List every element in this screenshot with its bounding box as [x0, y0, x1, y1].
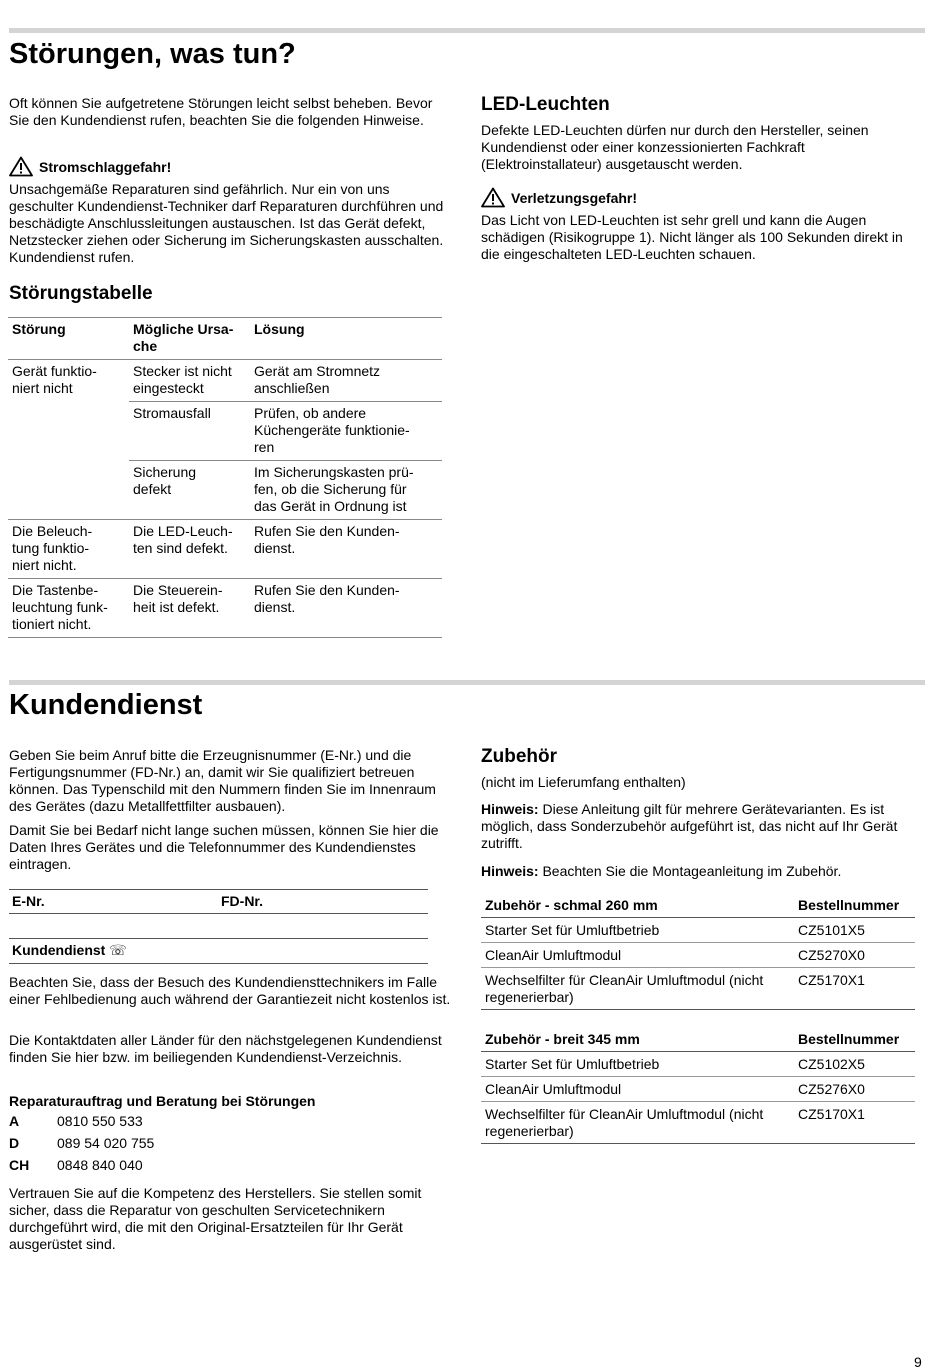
solution-cell: Rufen Sie den Kunden- dienst. — [250, 579, 442, 638]
service-text-2: Damit Sie bei Bedarf nicht lange suchen müssen, können Sie hier die Daten Ihres Gerätes und die Telefonnummer des Kundendienstes eintragen. — [9, 822, 439, 872]
table-header-row — [481, 1027, 915, 1052]
order-number-cell: CZ5101X5 — [794, 918, 915, 943]
repair-title: Reparaturauftrag und Beratung bei Störungen — [9, 1093, 316, 1109]
phone-row — [9, 1135, 154, 1152]
note-2 — [481, 863, 921, 880]
form-line — [9, 889, 428, 890]
solution-cell: Rufen Sie den Kunden- dienst. — [250, 520, 442, 579]
table-row — [481, 1052, 915, 1077]
solution-cell: Prüfen, ob andere Küchengeräte funktionie- ren — [250, 402, 442, 461]
note-text: Diese Anleitung gilt für mehrere Gerätevarianten. Es ist möglich, dass Sonderzubehör aufgeführt ist, das nicht auf Ihr Gerät zutrifft. — [481, 801, 898, 851]
table-header-row — [8, 318, 442, 360]
fault-cell: Die Beleuch- tung funktio- niert nicht. — [8, 520, 129, 579]
page-number: 9 — [914, 1354, 922, 1370]
service-text-5: Vertrauen Sie auf die Kompetenz des Herstellers. Sie stellen somit sicher, dass die Reparatur von geschulten Servicetechnikern durchgeführt wird, die mit den Original-Ersatzteilen für Ihr Gerät ausgerüstet sind. — [9, 1185, 422, 1252]
phone-icon: ☏ — [109, 942, 127, 958]
order-number-cell: CZ5102X5 — [794, 1052, 915, 1077]
fdnr-label: FD-Nr. — [221, 893, 263, 909]
accessories-subtitle: (nicht im Lieferumfang enthalten) — [481, 774, 686, 790]
intro-text: Oft können Sie aufgetretene Störungen leicht selbst beheben. Bevor Sie den Kundendienst rufen, beachten Sie die folgenden Hinweise. — [9, 95, 433, 128]
form-line — [9, 938, 428, 939]
header-accessory: Zubehör - schmal 260 mm — [481, 893, 794, 918]
table-row — [481, 918, 915, 943]
warning-text: Das Licht von LED-Leuchten ist sehr grell und kann die Augen schädigen (Risikogruppe 1). Nicht länger als 100 Sekunden direkt in die eingeschalteten LED-Leuchten schauen. — [481, 212, 903, 262]
kundendienst-text: Kundendienst — [12, 942, 106, 958]
phone-row — [9, 1113, 143, 1130]
cause-cell: Die Steuerein- heit ist defekt. — [129, 579, 250, 638]
accessory-cell: Wechselfilter für CleanAir Umluftmodul (nicht regenerierbar) — [481, 1102, 794, 1144]
header-order-number: Bestellnummer — [794, 1027, 915, 1052]
accessory-cell: CleanAir Umluftmodul — [481, 943, 794, 968]
cause-cell: Sicherung defekt — [129, 461, 250, 520]
table-header-row — [481, 893, 915, 918]
country-code: CH — [9, 1157, 30, 1173]
table-row — [481, 1102, 915, 1144]
accessories-table-narrow — [481, 893, 915, 1010]
form-line — [9, 963, 428, 964]
accessories-title: Zubehör — [481, 746, 557, 767]
note-label: Hinweis: — [481, 801, 539, 817]
note-text: Beachten Sie die Montageanleitung im Zubehör. — [542, 863, 842, 879]
kundendienst-label — [12, 942, 127, 959]
enr-label: E-Nr. — [12, 893, 45, 909]
accessory-cell: Wechselfilter für CleanAir Umluftmodul (nicht regenerierbar) — [481, 968, 794, 1010]
table-row — [8, 520, 442, 579]
phone-row — [9, 1157, 143, 1174]
country-code: A — [9, 1113, 20, 1129]
led-text: Defekte LED-Leuchten dürfen nur durch den Hersteller, seinen Kundendienst oder einer konzessionierten Fachkraft (Elektroinstallateur) ausgetauscht werden. — [481, 122, 869, 172]
header-accessory: Zubehör - breit 345 mm — [481, 1027, 794, 1052]
service-text-1: Geben Sie beim Anruf bitte die Erzeugnisnummer (E-Nr.) und die Fertigungsnummer (FD-Nr.) an, damit wir Sie qualifiziert betreuen können. Das Typenschild mit den Nummern finden Sie im Innenraum des Gerätes (dazu Metallfettfilter ausbauen). — [9, 747, 436, 814]
table-row — [8, 360, 442, 402]
page-title: Störungen, was tun? — [9, 38, 296, 70]
table-row — [481, 968, 915, 1010]
table-row — [8, 579, 442, 638]
country-code: D — [9, 1135, 20, 1151]
order-number-cell: CZ5270X0 — [794, 943, 915, 968]
form-line — [9, 913, 428, 914]
fault-cell: Die Tastenbe- leuchtung funk- tioniert nicht. — [8, 579, 129, 638]
phone-number: 0810 550 533 — [57, 1113, 143, 1129]
order-number-cell: CZ5170X1 — [794, 968, 915, 1010]
accessory-cell: Starter Set für Umluftbetrieb — [481, 918, 794, 943]
note-label: Hinweis: — [481, 863, 539, 879]
accessories-table-wide — [481, 1027, 915, 1144]
header-fault: Störung — [8, 318, 129, 360]
accessory-cell: Starter Set für Umluftbetrieb — [481, 1052, 794, 1077]
phone-number: 089 54 020 755 — [57, 1135, 155, 1151]
accessory-cell: CleanAir Umluftmodul — [481, 1077, 794, 1102]
header-solution: Lösung — [250, 318, 442, 360]
table-row — [481, 1077, 915, 1102]
fault-cell: Gerät funktio- niert nicht — [8, 360, 129, 520]
fault-table — [8, 317, 442, 638]
warning-triangle-icon — [481, 187, 505, 208]
order-number-cell: CZ5276X0 — [794, 1077, 915, 1102]
phone-number: 0848 840 040 — [57, 1157, 143, 1173]
service-text-4: Die Kontaktdaten aller Länder für den nächstgelegenen Kundendienst finden Sie hier bzw. im beiliegenden Kundendienst-Verzeichnis. — [9, 1032, 442, 1065]
cause-cell: Stromausfall — [129, 402, 250, 461]
cause-cell: Stecker ist nicht eingesteckt — [129, 360, 250, 402]
section-rule — [9, 680, 925, 685]
header-cause: Mögliche Ursa- che — [129, 318, 250, 360]
table-row — [481, 943, 915, 968]
order-number-cell: CZ5170X1 — [794, 1102, 915, 1144]
cause-cell: Die LED-Leuch- ten sind defekt. — [129, 520, 250, 579]
note-1 — [481, 801, 923, 852]
solution-cell: Gerät am Stromnetz anschließen — [250, 360, 442, 402]
header-order-number: Bestellnummer — [794, 893, 915, 918]
warning-title: Verletzungsgefahr! — [511, 189, 638, 206]
service-text-3: Beachten Sie, dass der Besuch des Kundendiensttechnikers im Falle einer Fehlbedienung auch während der Garantiezeit nicht kostenlos ist. — [9, 974, 451, 1007]
solution-cell: Im Sicherungskasten prü- fen, ob die Sicherung für das Gerät in Ordnung ist — [250, 461, 442, 520]
warning-triangle-icon — [9, 156, 33, 177]
led-title: LED-Leuchten — [481, 94, 610, 115]
fault-table-title: Störungstabelle — [9, 283, 153, 304]
warning-electric-shock — [9, 156, 171, 177]
section-rule — [9, 28, 925, 33]
warning-injury — [481, 187, 637, 208]
section-title: Kundendienst — [9, 689, 203, 721]
warning-title: Stromschlaggefahr! — [39, 158, 172, 175]
warning-text: Unsachgemäße Reparaturen sind gefährlich. Nur ein von uns geschulter Kundendienst-Techniker darf Reparaturen durchführen und beschädigte Anschlussleitungen austauschen. Ist das Gerät defekt, Netzstecker ziehen oder Sicherung im Sicherungskasten ausschalten. Kundendienst rufen. — [9, 181, 444, 265]
